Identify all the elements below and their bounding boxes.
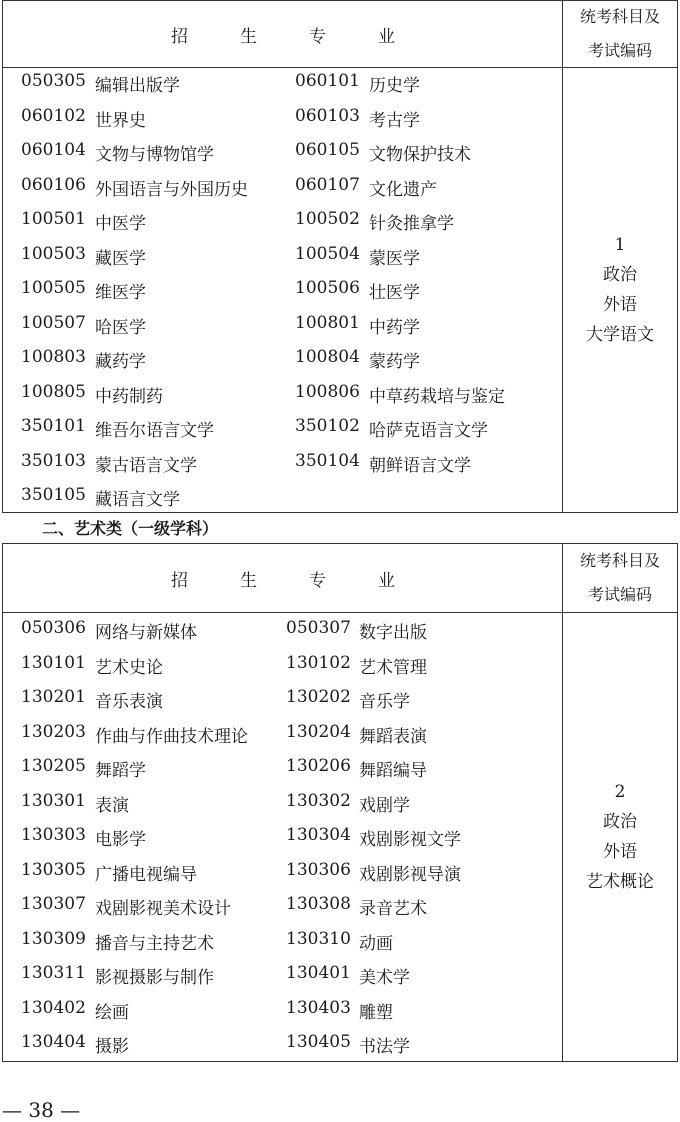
major-name: 摄影 [95,1037,129,1057]
major-code: 060104 [21,140,86,160]
exam-code: 1 [614,234,626,255]
major-code: 130309 [21,928,86,949]
major-code: 350102 [295,416,360,436]
major-name: 网络与新媒体 [95,623,197,643]
table-row [3,136,563,171]
exam-code: 2 [614,781,626,802]
major-name: 藏语言文学 [95,490,180,510]
major-code: 130202 [286,687,351,707]
major-name: 藏药学 [95,352,146,372]
header-exam-line: 考试编码 [587,585,652,604]
header-char: 生 [240,570,257,591]
major-name: 艺术管理 [359,657,427,678]
major-name: 蒙医学 [369,248,420,269]
header-exam-line: 统考科目及 [579,7,660,26]
table-arts [2,543,678,1062]
major-code: 130402 [21,997,86,1018]
major-name: 文化遗产 [369,179,437,200]
major-code: 130310 [286,928,351,949]
table-row [3,205,563,240]
major-code: 350105 [21,485,86,505]
table-row [3,821,563,856]
major-name: 蒙药学 [369,352,420,372]
major-name: 维医学 [95,283,146,303]
major-name: 考古学 [369,110,420,131]
major-name: 戏剧影视美术设计 [95,899,231,919]
major-code: 130303 [21,825,86,845]
table-row [3,102,563,137]
major-name: 哈萨克语言文学 [369,421,488,441]
major-code: 050306 [21,618,86,638]
header-major [3,544,563,612]
major-code: 050305 [21,71,86,91]
major-code: 060103 [295,105,360,126]
major-name: 美术学 [359,968,410,988]
major-name: 作曲与作曲技术理论 [95,726,248,747]
major-name: 蒙古语言文学 [95,455,197,476]
major-name: 编辑出版学 [95,76,180,96]
header-char: 专 [309,26,326,47]
major-code: 100505 [21,278,86,298]
exam-subject: 外语 [603,294,637,315]
major-code: 130201 [21,687,86,707]
major-code: 130403 [286,997,351,1018]
table-row [3,614,563,649]
header-exam-line: 考试编码 [587,41,652,60]
header-char: 招 [171,26,188,47]
table-row [3,412,563,447]
major-code: 060106 [21,174,86,195]
header-exam-line: 统考科目及 [579,551,660,570]
header-exam [563,1,677,67]
major-name: 戏剧影视导演 [359,864,461,885]
major-code: 130204 [286,721,351,742]
exam-subject: 艺术概论 [586,871,654,892]
major-name: 表演 [95,795,129,816]
major-code: 100804 [295,347,360,367]
major-code: 050307 [286,618,351,638]
major-code: 350101 [21,416,86,436]
major-code: 350103 [21,450,86,471]
major-name: 数字出版 [359,623,427,643]
major-name: 舞蹈学 [95,761,146,781]
major-code: 100504 [295,243,360,264]
major-list [3,614,563,1063]
header-major [3,1,563,67]
section-title: 二、艺术类（一级学科） [42,519,219,538]
major-name: 维吾尔语言文学 [95,421,214,441]
table-row [3,925,563,960]
major-name: 音乐学 [359,692,410,712]
major-name: 广播电视编导 [95,864,197,885]
table-row [3,309,563,344]
major-code: 060101 [295,71,360,91]
major-name: 哈医学 [95,317,146,338]
page-number: — 38 — [2,1098,81,1122]
major-name: 藏医学 [95,248,146,269]
major-code: 130101 [21,652,86,673]
table-row [3,378,563,413]
major-name: 录音艺术 [359,899,427,919]
major-code: 130405 [286,1032,351,1052]
major-name: 文物保护技术 [369,145,471,165]
major-name: 中医学 [95,214,146,234]
header-char: 招 [171,570,188,591]
major-code: 130401 [286,963,351,983]
exam-subject: 政治 [603,811,637,832]
major-code: 130308 [286,894,351,914]
exam-subject: 大学语文 [586,324,654,345]
table-row [3,481,563,516]
major-code: 060107 [295,174,360,195]
major-code: 130102 [286,652,351,673]
table-row [3,856,563,891]
major-name: 外国语言与外国历史 [95,179,248,200]
major-name: 中草药栽培与鉴定 [369,386,505,407]
major-code: 060105 [295,140,360,160]
header-char: 生 [240,26,257,47]
major-code: 100805 [21,381,86,402]
major-code: 130304 [286,825,351,845]
header-char: 专 [309,570,326,591]
header-char: 业 [378,26,395,47]
major-name: 绘画 [95,1002,129,1023]
major-code: 100503 [21,243,86,264]
table-header [3,544,677,613]
table-row [3,649,563,684]
major-code: 060102 [21,105,86,126]
exam-subjects [563,67,677,512]
major-name: 中药学 [369,317,420,338]
table-row [3,994,563,1029]
major-code: 100501 [21,209,86,229]
major-code: 130301 [21,790,86,811]
major-name: 电影学 [95,830,146,850]
table-row [3,1028,563,1063]
exam-subject: 政治 [603,264,637,285]
major-name: 音乐表演 [95,692,163,712]
table-row [3,67,563,102]
major-code: 350104 [295,450,360,471]
major-name: 戏剧学 [359,795,410,816]
major-code: 130302 [286,790,351,811]
table-humanities-medicine [2,0,678,513]
table-row [3,240,563,275]
table-row [3,959,563,994]
major-code: 100806 [295,381,360,402]
header-char: 业 [378,570,395,591]
major-code: 130306 [286,859,351,880]
major-name: 舞蹈表演 [359,726,427,747]
major-name: 壮医学 [369,283,420,303]
table-header [3,1,677,68]
header-exam [563,544,677,612]
major-name: 艺术史论 [95,657,163,678]
major-code: 100801 [295,312,360,333]
major-code: 130206 [286,756,351,776]
major-code: 100803 [21,347,86,367]
major-name: 世界史 [95,110,146,131]
major-name: 影视摄影与制作 [95,968,214,988]
major-code: 130311 [21,963,86,983]
major-name: 朝鲜语言文学 [369,455,471,476]
major-code: 130305 [21,859,86,880]
major-code: 130404 [21,1032,86,1052]
table-row [3,752,563,787]
major-code: 130205 [21,756,86,776]
major-name: 戏剧影视文学 [359,830,461,850]
major-name: 文物与博物馆学 [95,145,214,165]
table-row [3,718,563,753]
exam-subjects [563,612,677,1061]
table-row [3,343,563,378]
major-code: 100506 [295,278,360,298]
table-row [3,274,563,309]
exam-subject: 外语 [603,841,637,862]
major-code: 130203 [21,721,86,742]
major-name: 播音与主持艺术 [95,933,214,954]
major-name: 针灸推拿学 [369,214,454,234]
table-row [3,890,563,925]
major-name: 动画 [359,933,393,954]
table-row [3,787,563,822]
table-row [3,683,563,718]
major-code: 100507 [21,312,86,333]
major-code: 100502 [295,209,360,229]
table-row [3,447,563,482]
major-name: 书法学 [359,1037,410,1057]
major-name: 中药制药 [95,386,163,407]
major-name: 舞蹈编导 [359,761,427,781]
major-name: 雕塑 [359,1002,393,1023]
major-code: 130307 [21,894,86,914]
table-row [3,171,563,206]
major-list [3,67,563,516]
major-name: 历史学 [369,76,420,96]
